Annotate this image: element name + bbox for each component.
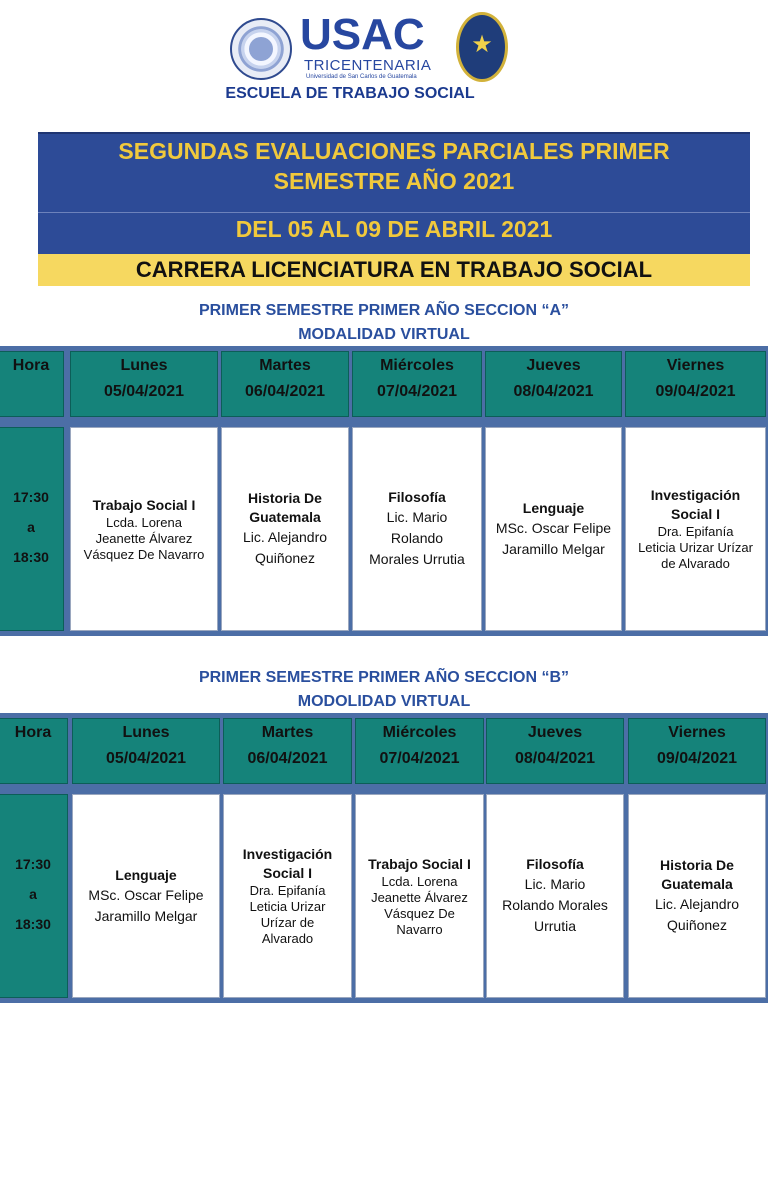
exam-cell [486, 794, 624, 998]
teacher-line: Rolando [390, 530, 444, 546]
day-header-martes [221, 351, 349, 417]
day-header-lunes [72, 718, 220, 784]
day-date: 05/04/2021 [103, 383, 185, 400]
exam-cell [625, 427, 766, 631]
teacher-line: MSc. Oscar Felipe [495, 519, 612, 536]
teacher-line: de Alvarado [661, 556, 730, 571]
day-name: Viernes [666, 357, 725, 374]
teacher-line: Dra. Epifanía [249, 883, 326, 898]
teacher-line: Quiñonez [255, 550, 315, 566]
teacher-line: Lic. Alejandro [242, 529, 328, 545]
subject-name: Filosofía [526, 856, 584, 872]
subject-name: Investigación Social I [650, 487, 741, 522]
teacher-line: Alvarado [261, 931, 314, 946]
day-header-miércoles [355, 718, 484, 784]
teacher-line: Urrutia [533, 918, 576, 934]
subject-name: Trabajo Social I [92, 496, 196, 513]
usac-seal-icon [230, 18, 292, 80]
day-name: Miércoles [382, 724, 457, 741]
banner-title-line1: SEGUNDAS EVALUACIONES PARCIALES PRIMER [118, 138, 670, 164]
time-line: a [29, 886, 37, 902]
usac-wordmark: USAC [300, 10, 425, 59]
exam-cell [628, 794, 766, 998]
teacher-line: Leticia Urizar [249, 899, 326, 914]
section-a-modality: MODALIDAD VIRTUAL [298, 326, 470, 343]
subject-name: Filosofía [388, 489, 446, 505]
teacher-line: Jeanette Álvarez [371, 889, 468, 905]
tricentenaria-label: TRICENTENARIA [304, 57, 432, 74]
teacher-line: Vásquez De Navarro [83, 546, 205, 562]
subject-name: Investigación Social I [242, 846, 333, 881]
day-header-viernes [625, 351, 766, 417]
hora-header [0, 718, 68, 784]
exam-cell [352, 427, 482, 631]
school-badge-icon: ★ [456, 12, 508, 82]
teacher-line: Quiñonez [667, 917, 727, 933]
time-line: 18:30 [15, 916, 51, 932]
subject-name: Trabajo Social I [368, 855, 471, 872]
banner-career: CARRERA LICENCIATURA EN TRABAJO SOCIAL [135, 257, 653, 282]
banner-title-line2: SEMESTRE AÑO 2021 [273, 168, 515, 194]
day-date: 08/04/2021 [513, 383, 594, 400]
exam-cell [70, 427, 218, 631]
teacher-line: Urízar de [260, 915, 315, 930]
section-a-title: PRIMER SEMESTRE PRIMER AÑO SECCION “A” [198, 302, 570, 319]
exam-cell [72, 794, 220, 998]
day-header-lunes [70, 351, 218, 417]
time-cell [0, 427, 64, 631]
day-name: Martes [259, 357, 311, 374]
day-name: Miércoles [380, 357, 454, 374]
teacher-line: Navarro [396, 921, 443, 937]
banner-title [38, 136, 750, 196]
teacher-line: Vásquez De [384, 905, 455, 921]
day-date: 08/04/2021 [514, 750, 596, 767]
teacher-line: Lic. Mario [524, 876, 586, 892]
teacher-line: Lcda. Lorena [381, 873, 458, 889]
day-date: 09/04/2021 [655, 383, 736, 400]
teacher-line: Lcda. Lorena [106, 514, 182, 530]
day-header-viernes [628, 718, 766, 784]
hora-label: Hora [14, 724, 52, 741]
exam-cell [223, 794, 352, 998]
teacher-line: Jeanette Álvarez [95, 530, 193, 546]
subject-name: Historia De Guatemala [248, 490, 322, 525]
teacher-line: Jaramillo Melgar [94, 907, 198, 924]
day-name: Lunes [120, 357, 168, 374]
hora-label: Hora [12, 357, 50, 374]
university-name: Universidad de San Carlos de Guatemala [306, 74, 417, 80]
subject-name: Lenguaje [115, 866, 177, 883]
section-b-modality: MODOLIDAD VIRTUAL [297, 693, 471, 710]
school-name: ESCUELA DE TRABAJO SOCIAL [225, 85, 475, 102]
teacher-line: MSc. Oscar Felipe [88, 886, 204, 903]
day-name: Martes [261, 724, 314, 741]
exam-cell [355, 794, 484, 998]
teacher-line: Rolando Morales [502, 897, 608, 913]
day-name: Lunes [122, 724, 170, 741]
time-line: a [27, 519, 35, 535]
subject-name: Historia De Guatemala [660, 857, 734, 892]
day-date: 06/04/2021 [244, 383, 326, 400]
teacher-line: Morales Urrutia [369, 551, 465, 567]
teacher-line: Lic. Mario [386, 509, 448, 525]
day-name: Viernes [668, 724, 726, 741]
day-header-martes [223, 718, 352, 784]
day-name: Jueves [527, 724, 583, 741]
day-date: 09/04/2021 [656, 750, 738, 767]
day-header-jueves [485, 351, 622, 417]
time-line: 18:30 [13, 549, 49, 565]
exam-cell [221, 427, 349, 631]
day-name: Jueves [526, 357, 581, 374]
teacher-line: Jaramillo Melgar [502, 540, 605, 557]
day-date: 06/04/2021 [247, 750, 328, 767]
day-header-jueves [486, 718, 624, 784]
teacher-line: Dra. Epifanía [657, 524, 734, 539]
day-date: 07/04/2021 [379, 750, 460, 767]
teacher-line: Leticia Urizar Urízar [638, 540, 753, 555]
day-date: 07/04/2021 [376, 383, 458, 400]
hora-header [0, 351, 64, 417]
banner-dates: DEL 05 AL 09 DE ABRIL 2021 [235, 216, 553, 242]
time-line: 17:30 [13, 489, 49, 505]
day-date: 05/04/2021 [105, 750, 187, 767]
day-header-miércoles [352, 351, 482, 417]
time-line: 17:30 [15, 856, 51, 872]
time-cell [0, 794, 68, 998]
subject-name: Lenguaje [522, 499, 585, 516]
section-b-title: PRIMER SEMESTRE PRIMER AÑO SECCION “B” [198, 669, 570, 686]
exam-cell [485, 427, 622, 631]
teacher-line: Lic. Alejandro [654, 896, 740, 912]
